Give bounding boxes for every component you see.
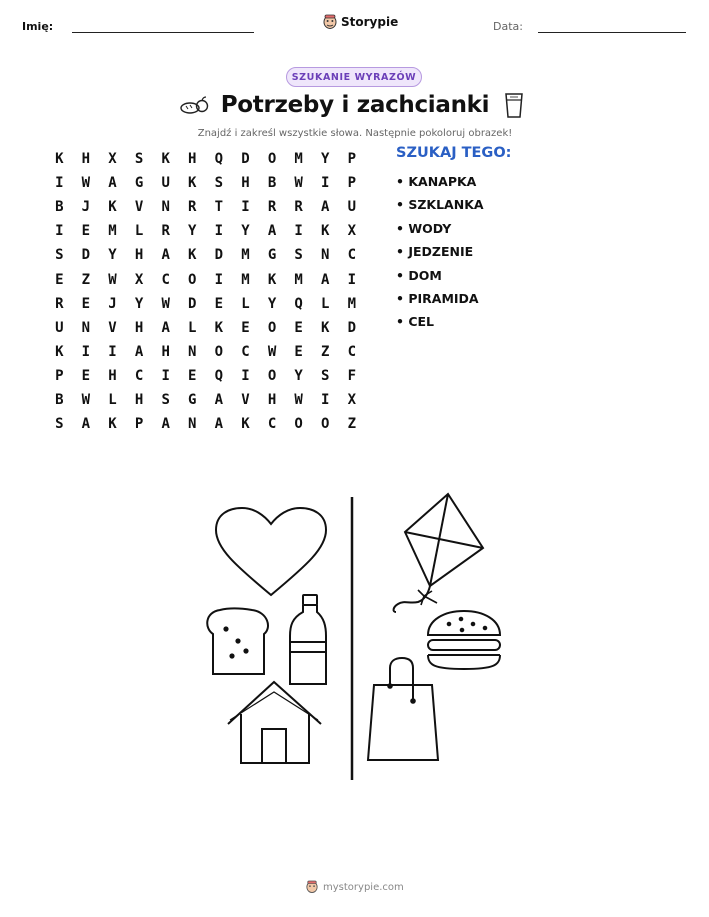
grid-cell[interactable]: R — [267, 199, 277, 216]
grid-cell[interactable]: I — [321, 175, 330, 192]
grid-cell[interactable]: I — [161, 367, 170, 384]
grid-cell[interactable]: Y — [294, 367, 303, 384]
grid-cell[interactable]: K — [241, 416, 250, 433]
grid-cell[interactable]: R — [55, 295, 64, 312]
grid-cell[interactable]: G — [188, 391, 197, 408]
grid-cell[interactable]: A — [134, 343, 144, 360]
burger-icon — [428, 611, 500, 669]
grid-cell[interactable]: M — [294, 151, 303, 168]
grid-cell[interactable]: H — [161, 343, 170, 360]
storypie-mascot-icon — [306, 880, 318, 894]
footer — [306, 880, 404, 894]
grid-cell[interactable]: E — [55, 271, 64, 288]
grid-cell[interactable]: A — [161, 416, 170, 433]
grid-cell[interactable]: M — [241, 271, 250, 288]
grid-cell[interactable]: D — [188, 295, 197, 312]
grid-cell[interactable]: M — [347, 295, 357, 312]
bread-icon — [207, 609, 268, 675]
word-item: • SZKLANKA — [396, 197, 484, 213]
grid-cell[interactable]: W — [81, 391, 91, 408]
grid-cell[interactable]: A — [214, 416, 224, 433]
grid-cell[interactable]: L — [241, 295, 250, 312]
grid-cell[interactable]: S — [321, 367, 330, 384]
grid-cell[interactable]: M — [241, 247, 250, 264]
grid-cell[interactable]: K — [267, 271, 277, 288]
grid-cell[interactable]: O — [188, 271, 197, 288]
heart-icon — [216, 508, 326, 595]
grid-cell[interactable]: E — [81, 295, 91, 312]
grid-cell[interactable]: F — [347, 367, 357, 384]
grid-cell[interactable]: E — [214, 295, 224, 312]
grid-cell[interactable]: O — [267, 367, 277, 384]
grid-cell[interactable]: S — [161, 391, 170, 408]
grid-cell[interactable]: H — [241, 175, 250, 192]
grid-cell[interactable]: G — [267, 247, 277, 264]
grid-cell[interactable]: L — [188, 319, 197, 336]
grid-cell[interactable]: J — [108, 295, 117, 312]
word-item: • WODY — [396, 220, 452, 236]
grid-cell[interactable]: H — [108, 367, 117, 384]
grid-cell[interactable]: A — [321, 271, 330, 288]
grid-cell[interactable]: D — [81, 247, 91, 264]
grid-cell[interactable]: I — [55, 223, 64, 240]
grid-cell[interactable]: I — [241, 199, 250, 216]
grid-cell[interactable]: T — [214, 199, 224, 216]
grid-cell[interactable]: Y — [134, 295, 144, 312]
grid-cell[interactable]: I — [214, 223, 224, 240]
grid-cell[interactable]: U — [55, 319, 64, 336]
grid-cell[interactable]: K — [214, 319, 224, 336]
word-item: • JEDZENIE — [396, 244, 474, 260]
grid-cell[interactable]: D — [214, 247, 224, 264]
grid-cell[interactable]: A — [161, 319, 170, 336]
grid-cell[interactable]: S — [55, 416, 64, 433]
instructions: Znajdź i zakreśl wszystkie słowa. Następnie pokoloruj obrazek! — [197, 128, 513, 139]
grid-cell[interactable]: S — [134, 151, 144, 168]
grid-cell[interactable]: I — [108, 343, 117, 360]
grid-cell[interactable]: X — [134, 271, 144, 288]
grid-cell[interactable]: E — [81, 367, 91, 384]
grid-cell[interactable]: Q — [294, 295, 303, 312]
grid-cell[interactable]: C — [241, 343, 250, 360]
grid-cell[interactable]: I — [241, 367, 250, 384]
grid-cell[interactable]: W — [267, 343, 277, 360]
grid-cell[interactable]: H — [188, 151, 197, 168]
grid-cell[interactable]: P — [134, 416, 144, 433]
grid-cell[interactable]: N — [81, 319, 91, 336]
grid-cell[interactable]: I — [55, 175, 64, 192]
grid-cell[interactable]: E — [81, 223, 91, 240]
grid-cell[interactable]: I — [321, 391, 330, 408]
grid-cell[interactable]: X — [108, 151, 117, 168]
grid-cell[interactable]: P — [347, 175, 357, 192]
grid-cell[interactable]: A — [108, 175, 117, 192]
activity-badge: SZUKANIE WYRAZÓW — [286, 67, 422, 87]
grid-cell[interactable]: A — [81, 416, 91, 433]
grid-cell[interactable]: N — [161, 199, 170, 216]
grid-cell[interactable]: Q — [214, 151, 224, 168]
grid-cell[interactable]: W — [108, 271, 117, 288]
grid-cell[interactable]: V — [241, 391, 250, 408]
grid-cell[interactable]: W — [294, 175, 303, 192]
grid-cell[interactable]: Y — [188, 223, 197, 240]
grid-cell[interactable]: E — [294, 343, 303, 360]
word-item: • DOM — [396, 267, 442, 283]
grid-cell[interactable]: U — [161, 175, 170, 192]
grid-cell[interactable]: K — [161, 151, 170, 168]
word-item: • KANAPKA — [396, 174, 477, 189]
word-item: • CEL — [396, 314, 435, 330]
grid-cell[interactable]: C — [161, 271, 170, 288]
grid-cell[interactable]: W — [294, 391, 303, 408]
grid-cell[interactable]: Z — [347, 416, 357, 433]
grid-cell[interactable]: O — [321, 416, 330, 433]
grid-cell[interactable]: L — [134, 223, 144, 240]
grid-cell[interactable]: S — [214, 175, 224, 192]
grid-cell[interactable]: Y — [241, 223, 250, 240]
grid-cell[interactable]: C — [267, 416, 277, 433]
grid-cell[interactable]: X — [347, 391, 357, 408]
grid-cell[interactable]: M — [294, 271, 303, 288]
name-label: Imię: — [22, 20, 54, 33]
grid-cell[interactable]: I — [81, 343, 91, 360]
grid-cell[interactable]: S — [294, 247, 303, 264]
grid-cell[interactable]: Y — [267, 295, 277, 312]
date-label: Data: — [493, 20, 523, 33]
grid-cell[interactable]: P — [347, 151, 357, 168]
grid-cell[interactable]: I — [294, 223, 303, 240]
grid-cell[interactable]: L — [108, 391, 117, 408]
grid-cell[interactable]: N — [188, 416, 197, 433]
grid-cell[interactable]: A — [267, 223, 277, 240]
grid-cell[interactable]: B — [55, 391, 64, 408]
grid-cell[interactable]: Q — [214, 367, 224, 384]
grid-cell[interactable]: Y — [108, 247, 117, 264]
shopping-bag-icon — [368, 658, 438, 760]
grid-cell[interactable]: R — [294, 199, 303, 216]
word-item: • PIRAMIDA — [396, 290, 479, 306]
grid-cell[interactable]: K — [55, 151, 64, 168]
grid-cell[interactable]: L — [321, 295, 330, 312]
grid-cell[interactable]: R — [188, 199, 197, 216]
brand-name: Storypie — [341, 15, 399, 29]
grid-cell[interactable]: J — [81, 199, 91, 216]
grid-cell[interactable]: W — [161, 295, 170, 312]
grid-cell[interactable]: C — [134, 367, 144, 384]
grid-cell[interactable]: H — [134, 319, 144, 336]
page-title: Potrzeby i zachcianki — [220, 92, 490, 118]
grid-cell[interactable]: R — [161, 223, 170, 240]
kite-icon — [394, 494, 483, 612]
grid-cell[interactable]: V — [108, 319, 117, 336]
grid-cell[interactable]: B — [55, 199, 64, 216]
grid-cell[interactable]: H — [267, 391, 277, 408]
grid-cell[interactable]: K — [108, 416, 117, 433]
grid-cell[interactable]: K — [321, 223, 330, 240]
house-icon — [228, 682, 321, 763]
grid-cell[interactable]: K — [188, 247, 197, 264]
grid-cell[interactable]: M — [108, 223, 117, 240]
grid-cell[interactable]: O — [267, 151, 277, 168]
grid-cell[interactable]: O — [294, 416, 303, 433]
grid-cell[interactable]: K — [321, 319, 330, 336]
grid-cell[interactable]: D — [241, 151, 250, 168]
grid-cell[interactable]: P — [55, 367, 64, 384]
grid-cell[interactable]: K — [55, 343, 64, 360]
grid-cell[interactable]: B — [267, 175, 277, 192]
grid-cell[interactable]: A — [161, 247, 170, 264]
grid-cell[interactable]: X — [347, 223, 357, 240]
grid-cell[interactable]: A — [214, 391, 224, 408]
grid-cell[interactable]: O — [214, 343, 224, 360]
grid-cell[interactable]: K — [108, 199, 117, 216]
grid-cell[interactable]: G — [134, 175, 144, 192]
grid-cell[interactable]: V — [134, 199, 144, 216]
grid-cell[interactable]: N — [321, 247, 330, 264]
grid-cell[interactable]: H — [134, 391, 144, 408]
grid-cell[interactable]: H — [134, 247, 144, 264]
grid-cell[interactable]: I — [347, 271, 357, 288]
grid-cell[interactable]: A — [321, 199, 330, 216]
water-bottle-icon — [290, 595, 326, 684]
grid-cell[interactable]: Y — [321, 151, 330, 168]
grid-cell[interactable]: O — [267, 319, 277, 336]
grid-cell[interactable]: C — [347, 343, 357, 360]
grid-cell[interactable]: S — [55, 247, 64, 264]
grid-cell[interactable]: E — [294, 319, 303, 336]
grid-cell[interactable]: E — [241, 319, 250, 336]
grid-cell[interactable]: C — [347, 247, 357, 264]
grid-cell[interactable]: D — [347, 319, 357, 336]
grid-cell[interactable]: K — [188, 175, 197, 192]
grid-cell[interactable]: Z — [81, 271, 91, 288]
grid-cell[interactable]: N — [188, 343, 197, 360]
footer-url[interactable]: mystorypie.com — [323, 881, 404, 893]
grid-cell[interactable]: W — [81, 175, 91, 192]
grid-cell[interactable]: E — [188, 367, 197, 384]
grid-cell[interactable]: U — [347, 199, 357, 216]
grid-cell[interactable]: I — [214, 271, 224, 288]
grid-cell[interactable]: Z — [321, 343, 330, 360]
grid-cell[interactable]: H — [81, 151, 91, 168]
word-list-heading: SZUKAJ TEGO: — [396, 145, 512, 161]
